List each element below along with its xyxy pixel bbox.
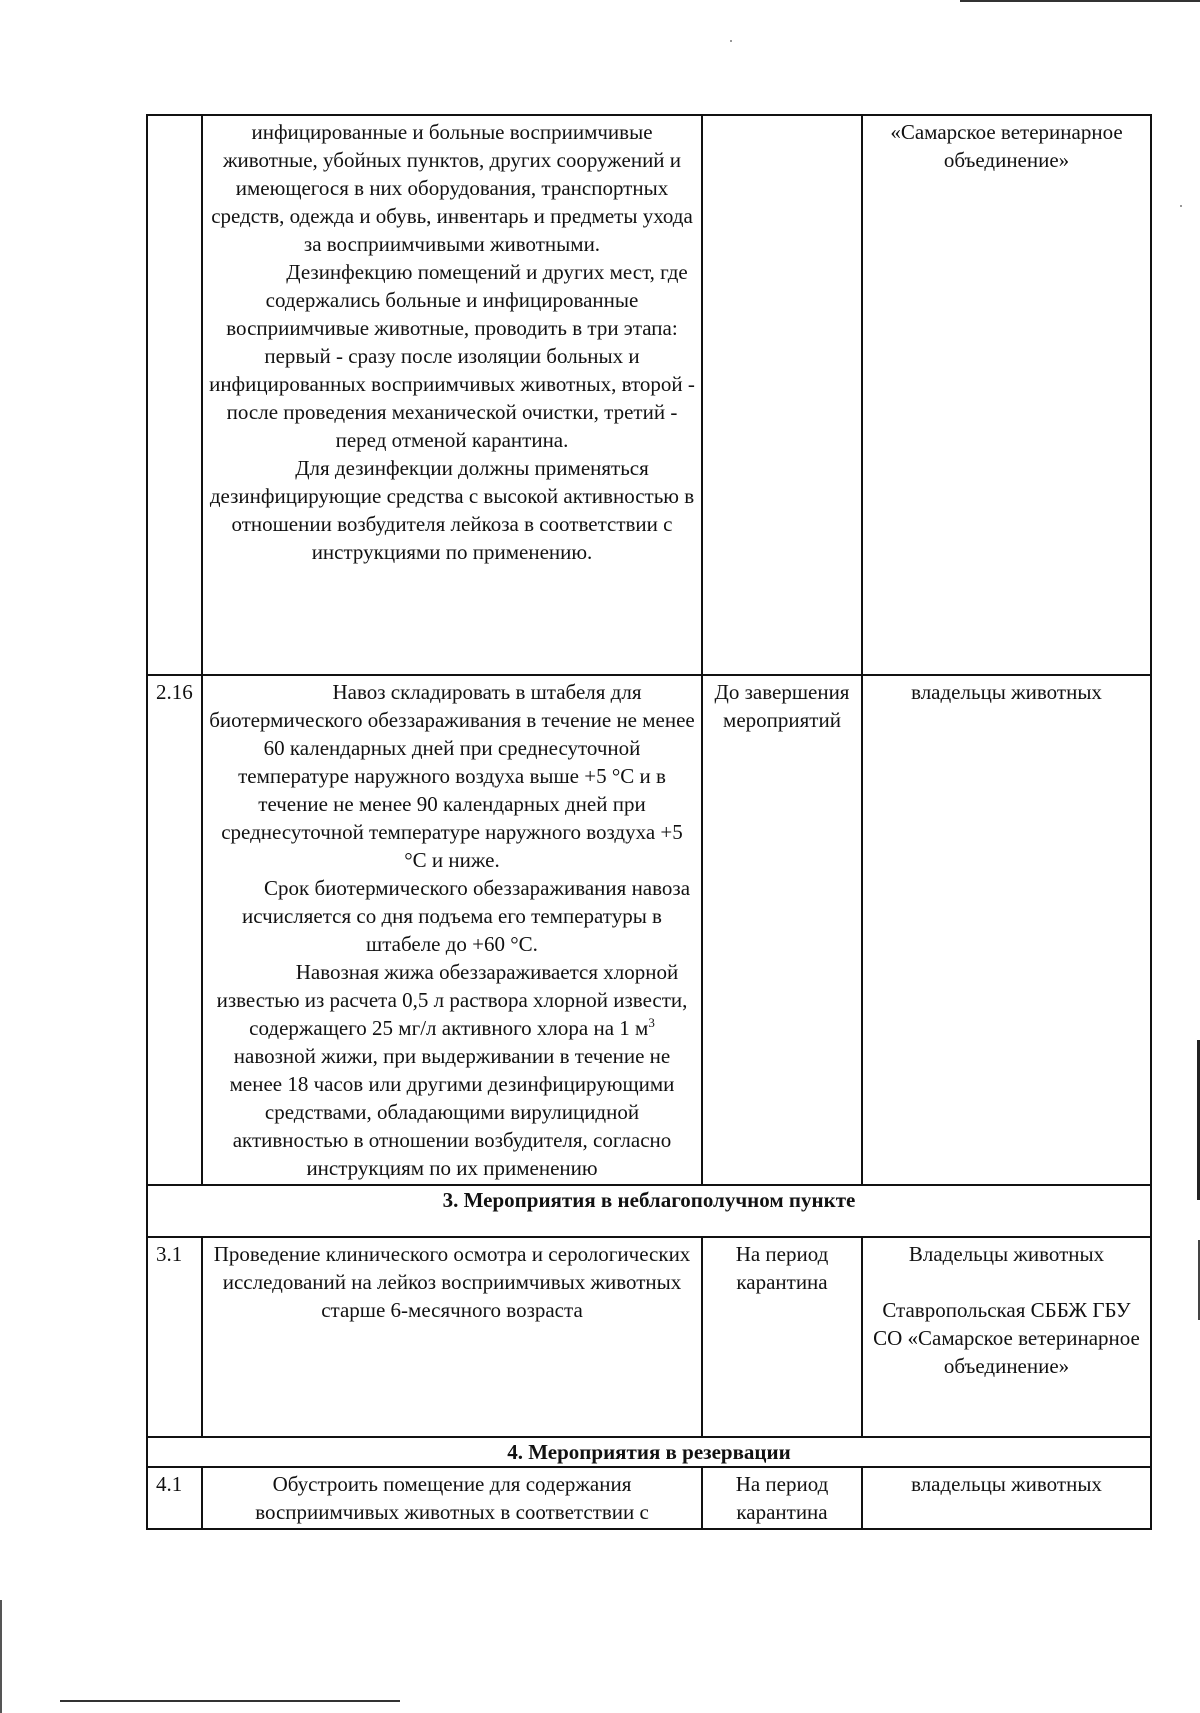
measure-cell: Обустроить помещение для содержания восприимчивых животных в соответствии с — [202, 1467, 702, 1529]
measure-paragraph: Для дезинфекции должны применяться дезинфицирующие средства с высокой активностью в отношении возбудителя лейкоза в соответствии с инструкциями по применению. — [209, 456, 695, 564]
section-row — [147, 1437, 1151, 1467]
measure-paragraph — [209, 958, 695, 1182]
responsible-line: Ставропольская СББЖ ГБУ СО «Самарское ветеринарное объединение» — [873, 1298, 1140, 1378]
row-number: 3.1 — [147, 1237, 202, 1437]
term-cell: До завершения мероприятий — [702, 675, 862, 1185]
responsible-cell: владельцы животных — [862, 675, 1151, 1185]
row-number: 2.16 — [147, 675, 202, 1185]
table-row — [147, 675, 1151, 1185]
term-cell: На период карантина — [702, 1237, 862, 1437]
section-row — [147, 1185, 1151, 1237]
scan-edge-bottom — [60, 1700, 400, 1702]
row-number: 4.1 — [147, 1467, 202, 1529]
scan-edge-top — [960, 0, 1200, 2]
measure-paragraph: Срок биотермического обеззараживания навоза исчисляется со дня подъема его температуры в штабеле до +60 °С. — [242, 876, 691, 956]
term-cell: На период карантина — [702, 1467, 862, 1529]
measure-cell — [202, 115, 702, 675]
responsible-cell: «Самарское ветеринарное объединение» — [862, 115, 1151, 675]
measure-cell: Проведение клинического осмотра и серологических исследований на лейкоз восприимчивых животных старше 6-месячного возраста — [202, 1237, 702, 1437]
measure-paragraph: Дезинфекцию помещений и других мест, где содержались больные и инфицированные восприимчивые животные, проводить в три этапа: первый - сразу после изоляции больных и инфицированных восприимчивых животных, второй - после проведения механической очистки, третий - перед отменой карантина. — [209, 260, 695, 452]
scan-speck — [1180, 205, 1182, 207]
term-cell — [702, 115, 862, 675]
table-row — [147, 1467, 1151, 1529]
row-number — [147, 115, 202, 675]
responsible-line: Владельцы животных — [908, 1242, 1105, 1266]
measure-text: Навозная жижа обеззараживается хлорной известью из расчета 0,5 л раствора хлорной извести, содержащего 25 мг/л активного хлора на 1 м — [216, 960, 688, 1040]
superscript: 3 — [648, 1015, 655, 1030]
scan-edge-left — [0, 1600, 2, 1713]
measure-paragraph: Навоз складировать в штабеля для биотермического обеззараживания в течение не менее 60 календарных дней при среднесуточной температуре наружного воздуха выше +5 °С и в течение не менее 90 календарных дней при среднесуточной температуре наружного воздуха +5 °С и ниже. — [209, 680, 695, 872]
section-title: 4. Мероприятия в резервации — [147, 1437, 1151, 1467]
measures-table — [146, 114, 1152, 1530]
responsible-cell — [862, 1237, 1151, 1437]
section-title: 3. Мероприятия в неблагополучном пункте — [147, 1185, 1151, 1237]
measure-text: навозной жижи, при выдерживании в течение не менее 18 часов или другими дезинфицирующими средствами, обладающими вирулицидной активностью в отношении возбудителя, согласно инструкциям по их применению — [229, 1044, 675, 1180]
table-row — [147, 115, 1151, 675]
measure-paragraph: инфицированные и больные восприимчивые животные, убойных пунктов, других сооружений и имеющегося в них оборудования, транспортных средств, одежда и обувь, инвентарь и предметы ухода за восприимчивыми животными. — [211, 120, 693, 256]
responsible-cell: владельцы животных — [862, 1467, 1151, 1529]
table-row — [147, 1237, 1151, 1437]
measure-cell — [202, 675, 702, 1185]
scan-speck — [730, 40, 732, 42]
